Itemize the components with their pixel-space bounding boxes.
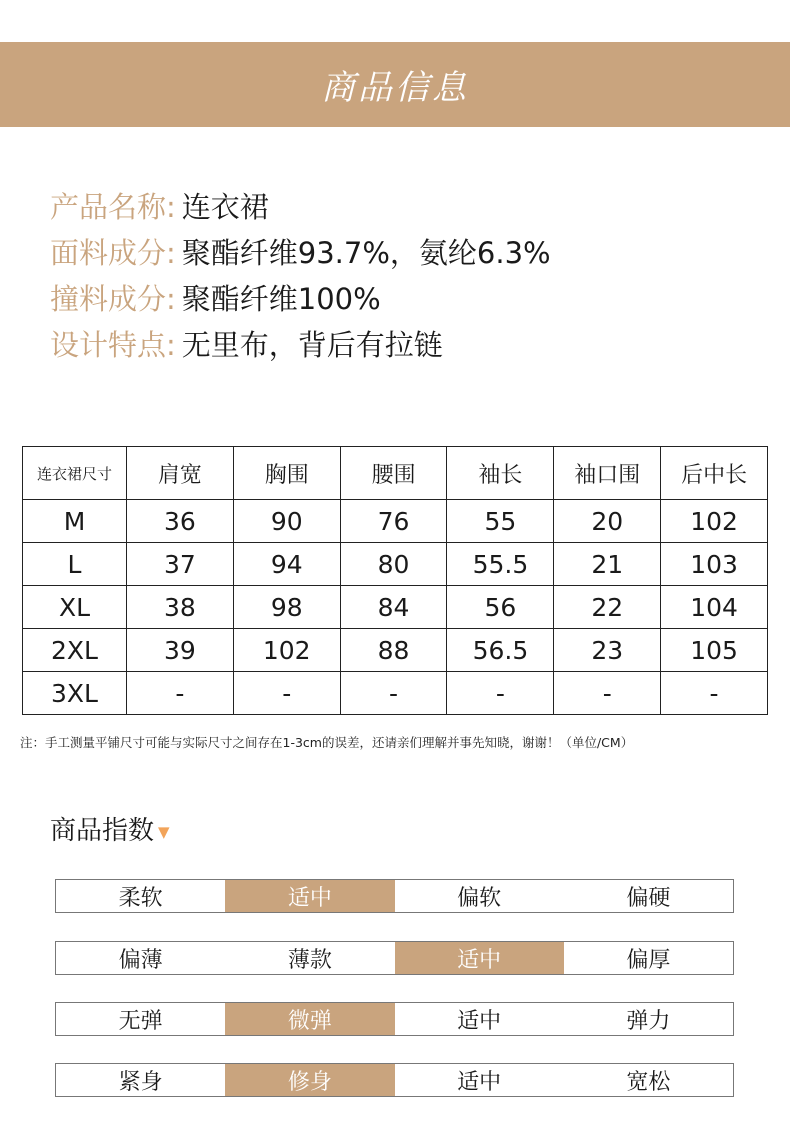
- table-cell: -: [554, 672, 661, 715]
- banner-title: 商品信息: [321, 68, 469, 108]
- table-cell: 84: [340, 586, 447, 629]
- info-value: 聚酯纤维100%: [181, 281, 381, 316]
- info-label: 撞料成分:: [50, 281, 176, 316]
- table-row: [23, 586, 768, 629]
- info-label: 面料成分:: [50, 235, 176, 270]
- table-cell: 56: [447, 586, 554, 629]
- elasticity-scale: [55, 1002, 734, 1036]
- table-cell: 39: [127, 629, 234, 672]
- size-table: [22, 446, 768, 715]
- table-row: [23, 672, 768, 715]
- table-cell: 104: [661, 586, 768, 629]
- table-cell: 20: [554, 500, 661, 543]
- product-info: [50, 182, 551, 366]
- scale-option: 无弹: [118, 1008, 163, 1034]
- scale-option: 偏硬: [626, 885, 671, 911]
- header-banner: [0, 42, 790, 127]
- table-cell: 76: [340, 500, 447, 543]
- scale-option: 偏软: [457, 885, 502, 911]
- table-header-cell: 胸围: [233, 447, 340, 500]
- scale-option: 适中: [457, 1008, 502, 1034]
- scale-option: 修身: [225, 1064, 394, 1096]
- scale-option: 微弹: [225, 1003, 394, 1035]
- table-header-cell: 肩宽: [127, 447, 234, 500]
- table-cell: 55.5: [447, 543, 554, 586]
- scale-option: 弹力: [626, 1008, 671, 1034]
- scale-option: 紧身: [118, 1069, 163, 1095]
- table-cell: -: [233, 672, 340, 715]
- triangle-down-icon: ▼: [158, 822, 170, 841]
- table-cell: 94: [233, 543, 340, 586]
- table-cell: 36: [127, 500, 234, 543]
- scale-option: 宽松: [626, 1069, 671, 1095]
- info-value: 无里布，背后有拉链: [181, 327, 443, 362]
- table-row: [23, 500, 768, 543]
- table-cell: -: [661, 672, 768, 715]
- scale-option: 薄款: [287, 947, 332, 973]
- table-cell: 37: [127, 543, 234, 586]
- table-header-cell: 连衣裙尺寸: [23, 447, 127, 500]
- table-cell: 38: [127, 586, 234, 629]
- measurement-note: 注：手工测量平铺尺寸可能与实际尺寸之间存在1-3cm的误差，还请亲们理解并事先知晓，谢谢！（单位/CM）: [20, 735, 634, 750]
- scale-option: 适中: [457, 1069, 502, 1095]
- info-row-design: [50, 320, 551, 366]
- table-cell: 105: [661, 629, 768, 672]
- table-cell: L: [23, 543, 127, 586]
- info-value: 聚酯纤维93.7%，氨纶6.3%: [181, 235, 551, 270]
- table-cell: XL: [23, 586, 127, 629]
- table-cell: 88: [340, 629, 447, 672]
- table-cell: 2XL: [23, 629, 127, 672]
- table-row: [23, 543, 768, 586]
- table-cell: 3XL: [23, 672, 127, 715]
- table-cell: -: [127, 672, 234, 715]
- scale-option: 适中: [225, 880, 394, 912]
- table-cell: 102: [233, 629, 340, 672]
- scale-option: 适中: [395, 942, 564, 974]
- table-cell: 56.5: [447, 629, 554, 672]
- table-header-cell: 后中长: [661, 447, 768, 500]
- table-cell: 80: [340, 543, 447, 586]
- info-row-fabric: [50, 228, 551, 274]
- table-cell: 103: [661, 543, 768, 586]
- table-cell: 55: [447, 500, 554, 543]
- info-row-name: [50, 182, 551, 228]
- index-title-text: 商品指数: [50, 816, 155, 846]
- scale-option: 偏薄: [118, 947, 163, 973]
- thickness-scale: [55, 941, 734, 975]
- scale-option: 偏厚: [626, 947, 671, 973]
- table-header-cell: 腰围: [340, 447, 447, 500]
- info-label: 产品名称:: [50, 189, 176, 224]
- table-cell: 90: [233, 500, 340, 543]
- info-value: 连衣裙: [181, 189, 269, 224]
- table-cell: 23: [554, 629, 661, 672]
- size-table-header: [23, 447, 768, 500]
- index-section-title: [50, 810, 170, 847]
- softness-scale: [55, 879, 734, 913]
- fit-scale: [55, 1063, 734, 1097]
- scale-option: 柔软: [118, 885, 163, 911]
- table-header-cell: 袖口围: [554, 447, 661, 500]
- table-cell: 102: [661, 500, 768, 543]
- table-cell: 98: [233, 586, 340, 629]
- table-row: [23, 629, 768, 672]
- table-cell: -: [447, 672, 554, 715]
- table-cell: 22: [554, 586, 661, 629]
- table-header-cell: 袖长: [447, 447, 554, 500]
- info-label: 设计特点:: [50, 327, 176, 362]
- info-row-contrast-fabric: [50, 274, 551, 320]
- table-cell: M: [23, 500, 127, 543]
- table-cell: -: [340, 672, 447, 715]
- table-cell: 21: [554, 543, 661, 586]
